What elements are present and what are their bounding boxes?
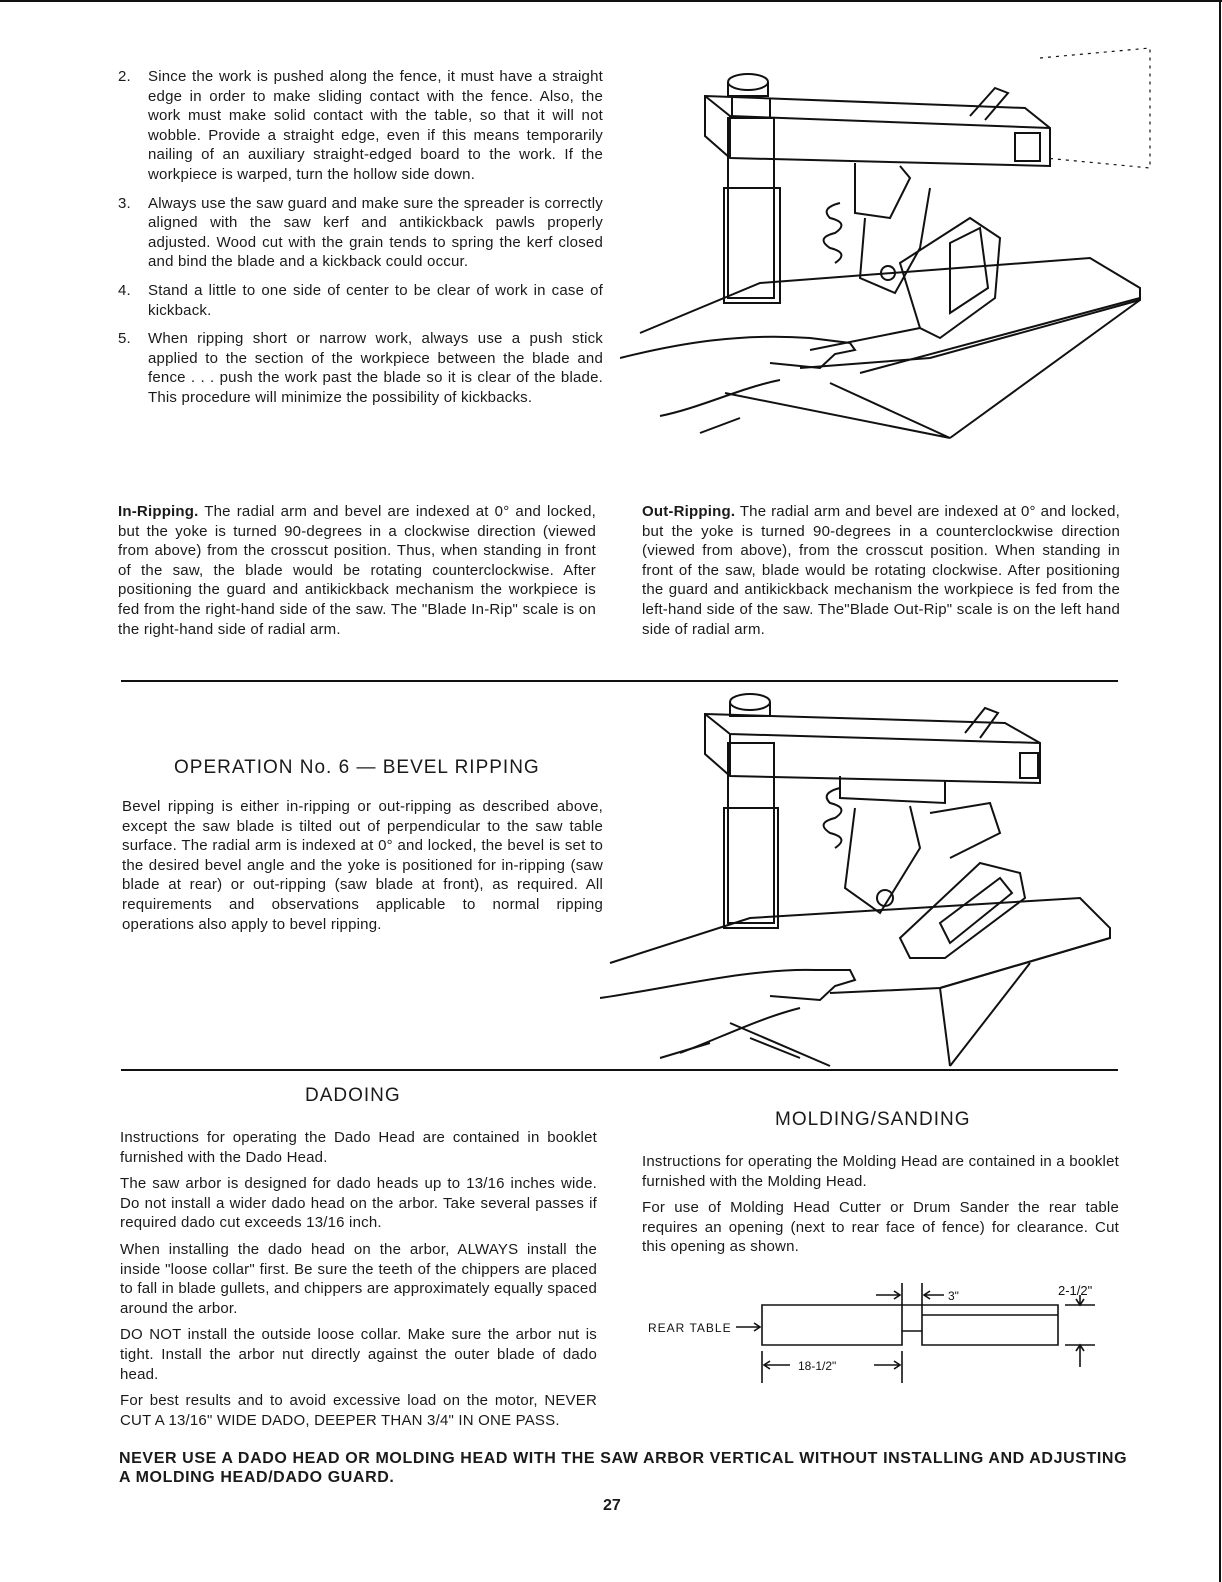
section-divider: [121, 680, 1118, 682]
bevel-ripping-illustration: [600, 688, 1120, 1068]
out-ripping-text: The radial arm and bevel are indexed at 0° and locked, but the yoke is turned 90-degrees in a counterclockwise direction (viewed from above), from the crosscut position. When standing in front of the saw, blade would be rotating clockwise. After positioning the guard and antikickback mechanism the workpiece is fed from the left-hand side of the saw. The"Blade Out-Rip" scale is on the left hand side of radial arm.: [642, 503, 1120, 638]
safety-warning: NEVER USE A DADO HEAD OR MOLDING HEAD WITH THE SAW ARBOR VERTICAL WITHOUT INSTALLING AND ADJUSTING A MOLDING HEAD/DADO GUARD.: [119, 1450, 1128, 1486]
section-divider: [121, 1069, 1118, 1071]
molding-sanding-heading: MOLDING/SANDING: [775, 1109, 971, 1130]
list-item: 2. Since the work is pushed along the fence, it must have a straight edge in order to make sliding contact with the fence. Also, the work must make solid contact with the table, so that it will not wobble. Provide a straight edge, even if this means temporarily nailing of an auxiliary straight-edged board to the work. If the workpiece is warped, turn the hollow side down.: [118, 68, 603, 183]
dadoing-heading: DADOING: [305, 1085, 401, 1106]
list-item: 3. Always use the saw guard and make sure the spreader is correctly aligned with the saw kerf and antikickback pawls properly adjusted. Wood cut with the grain tends to spring the kerf closed and bind the blade and a kickback could occur.: [118, 194, 603, 271]
dim-2-5-label: 2-1/2": [1058, 1283, 1093, 1298]
molding-sanding-text: [642, 1152, 1119, 1264]
list-item: 4. Stand a little to one side of center to be clear of work in case of kickback.: [118, 281, 603, 319]
ripping-illustration: [620, 38, 1165, 478]
in-ripping-title: In-Ripping.: [118, 503, 199, 520]
page-top-border: [0, 0, 1222, 2]
page-right-border: [1219, 0, 1221, 1582]
dadoing-text: [120, 1128, 597, 1437]
out-ripping-title: Out-Ripping.: [642, 503, 736, 520]
dadoing-paragraph: The saw arbor is designed for dado heads up to 13/16 inches wide. Do not install a wider dado head on the arbor. Take several passes if required dado cut exceeds 13/16 inch.: [120, 1175, 597, 1232]
dim-18-5-label: 18-1/2": [798, 1359, 837, 1373]
dadoing-paragraph: For best results and to avoid excessive load on the motor, NEVER CUT A 13/16" WIDE DADO, DEEPER THAN 3/4" IN ONE PASS.: [120, 1392, 597, 1429]
dadoing-paragraph: When installing the dado head on the arbor, ALWAYS install the inside "loose collar" first. Be sure the teeth of the chippers are placed to fall in blade gullets, and chippers are approximately equally spaced around the arbor.: [120, 1240, 597, 1317]
bevel-ripping-text: Bevel ripping is either in-ripping or out-ripping as described above, except the saw blade is tilted out of perpendicular to the saw table surface. The radial arm is indexed at 0° and locked, the bevel is set to the desired bevel angle and the yoke is positioned for in-ripping (saw blade at rear) or out-ripping (saw blade at front), as required. All requirements and observations applicable to normal ripping operations also apply to bevel ripping.: [122, 798, 603, 933]
molding-paragraph: For use of Molding Head Cutter or Drum Sander the rear table requires an opening (next to rear face of fence) for clearance. Cut this opening as shown.: [642, 1199, 1119, 1256]
in-ripping-text: The radial arm and bevel are indexed at 0° and locked, but the yoke is turned 90-degrees in a clockwise direction (viewed from above) from the crosscut position. Thus, when standing in front of the saw, the blade would be rotating counterclockwise. After positioning the guard and antikickback mechanism the workpiece is fed from the right-hand side of the saw. The "Blade In-Rip" scale is on the right-hand side of radial arm.: [118, 503, 596, 638]
rear-table-diagram: [640, 1275, 1120, 1395]
ripping-steps-list: [118, 67, 603, 417]
out-ripping-paragraph: [642, 502, 1120, 639]
rear-table-label: REAR TABLE: [648, 1321, 732, 1335]
molding-paragraph: Instructions for operating the Molding Head are contained in a booklet furnished with the Molding Head.: [642, 1153, 1119, 1190]
dim-3-label: 3": [948, 1289, 959, 1303]
list-item: 5. When ripping short or narrow work, always use a push stick applied to the section of the workpiece between the blade and fence . . . push the work past the blade so it is clear of the blade. This procedure will minimize the possibility of kickbacks.: [118, 330, 603, 406]
dadoing-paragraph: Instructions for operating the Dado Head are contained in booklet furnished with the Dado Head.: [120, 1129, 597, 1166]
dadoing-paragraph: DO NOT install the outside loose collar. Make sure the arbor nut is tight. Install the arbor nut directly against the outer blade of dado head.: [120, 1326, 597, 1383]
page-number: 27: [603, 1497, 621, 1514]
bevel-ripping-heading: OPERATION No. 6 — BEVEL RIPPING: [174, 757, 540, 778]
in-ripping-paragraph: [118, 502, 596, 639]
